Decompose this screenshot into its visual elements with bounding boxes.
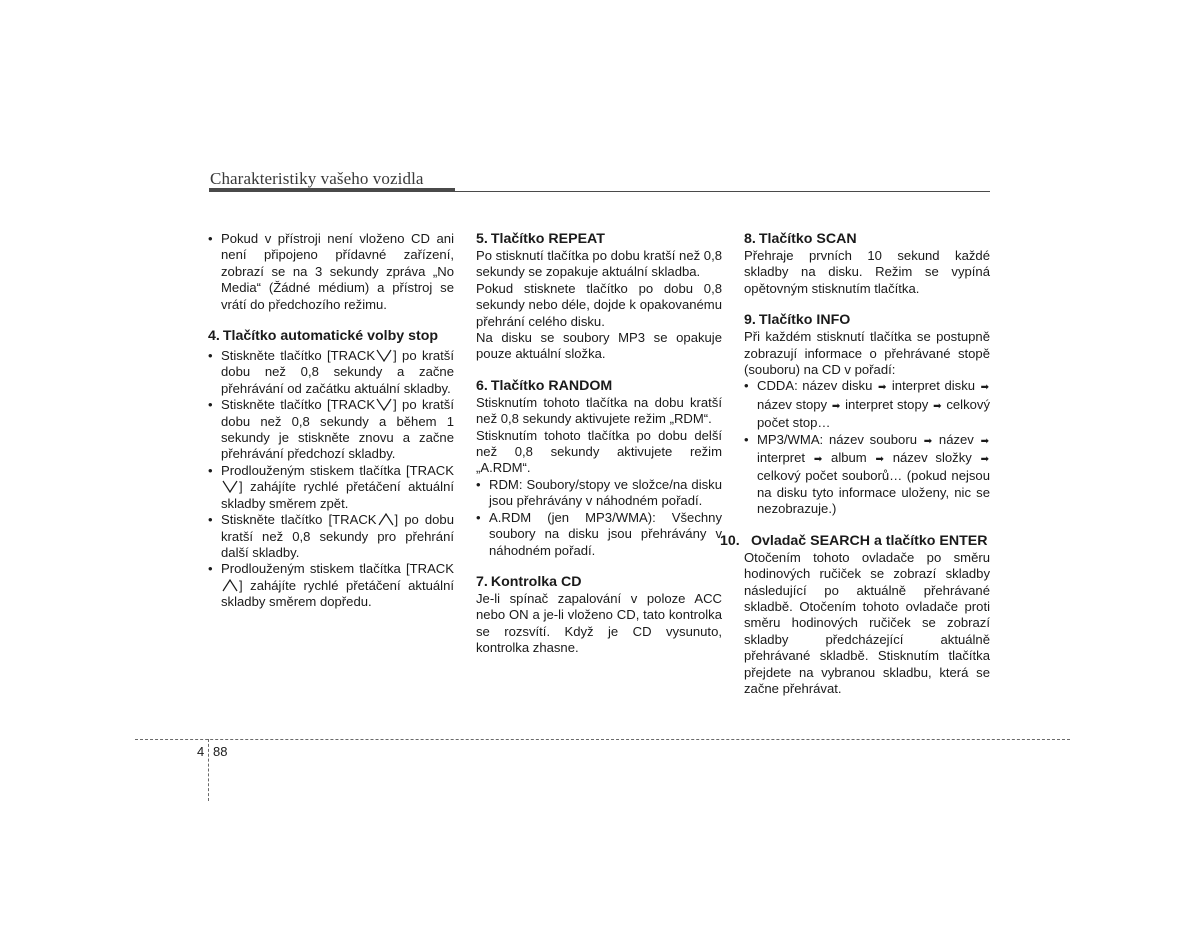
section-7-heading: 7. Kontrolka CD bbox=[476, 573, 582, 590]
paragraph: Na disku se soubory MP3 se opakuje pouze aktuální složka. bbox=[476, 330, 722, 362]
paragraph: Při každém stisknutí tlačítka se postupně zobrazují informace o přehrávané stopě (souboru) na CD v pořadí: bbox=[744, 329, 990, 378]
arrow-right-icon: ➡ bbox=[923, 435, 933, 447]
chapter-number: 4 bbox=[197, 744, 205, 759]
track-up-icon bbox=[222, 579, 238, 592]
track-up-icon bbox=[378, 513, 394, 526]
intro-bullet-list bbox=[208, 231, 454, 313]
list-item: • Stiskněte tlačítko [TRACK ] po kratší dobu než 0,8 sekundy a začne přehrávání od začátku aktuální skladby. bbox=[208, 348, 454, 397]
page-number: 88 bbox=[213, 744, 228, 759]
paragraph: Stisknutím tohoto tlačítka na dobu kratší než 0,8 sekundy aktivujete režim „RDM“. bbox=[476, 394, 722, 427]
section-4-heading: 4. Tlačítko automatické volby stop bbox=[208, 328, 439, 345]
list-item: • Prodlouženým stiskem tlačítka [TRACK] zahájíte rychlé přetáčení aktuální skladby směrem zpět. bbox=[208, 463, 454, 512]
section-10-heading: 10. Ovladač SEARCH a tlačítko ENTER bbox=[720, 532, 988, 549]
column-3 bbox=[720, 231, 991, 697]
footer-dashed-divider bbox=[208, 739, 209, 801]
list-item: • Stiskněte tlačítko [TRACK ] po dobu kratší než 0,8 sekundy pro přehrání další skladby. bbox=[208, 512, 454, 561]
paragraph: Je-li spínač zapalování v poloze ACC nebo ON a je-li vloženo CD, tato kontrolka se rozsvítí. Když je CD vysunuto, kontrolka zhasne. bbox=[476, 590, 722, 656]
arrow-right-icon: ➡ bbox=[933, 400, 942, 412]
paragraph: Přehraje prvních 10 sekund každé skladby na disku. Režim se vypíná opětovným stisknutím tlačítka. bbox=[744, 248, 990, 296]
track-down-icon bbox=[376, 349, 392, 362]
arrow-right-icon: ➡ bbox=[877, 382, 887, 394]
paragraph: Po stisknutí tlačítka po dobu kratší než 0,8 sekundy se zopakuje aktuální skladba. bbox=[476, 248, 723, 280]
section-6-list bbox=[476, 477, 722, 559]
paragraph: Stisknutím tohoto tlačítka po dobu delší než 0,8 sekundy aktivujete režim „A.RDM“. bbox=[476, 427, 722, 476]
arrow-right-icon: ➡ bbox=[980, 454, 989, 466]
section-9-heading: 9. Tlačítko INFO bbox=[744, 312, 851, 329]
track-down-icon bbox=[222, 480, 238, 493]
list-item: • CDDA: název disku ➡ interpret disku ➡ název stopy ➡ interpret stopy ➡ celkový počet stop… bbox=[744, 378, 990, 431]
footer-dashed-rule bbox=[135, 739, 1070, 740]
section-6-heading: 6. Tlačítko RANDOM bbox=[476, 377, 613, 394]
arrow-right-icon: ➡ bbox=[980, 382, 990, 394]
paragraph: Pokud stisknete tlačítko po dobu 0,8 sekundy nebo déle, dojde k opakovanému přehrání celého disku. bbox=[476, 280, 722, 329]
section-9-list bbox=[744, 378, 990, 517]
header-rule-thick bbox=[209, 188, 455, 192]
section-8-heading: 8. Tlačítko SCAN bbox=[744, 231, 857, 247]
track-down-icon bbox=[376, 398, 392, 411]
list-item: • Pokud v přístroji není vloženo CD ani není připojeno přídavné zařízení, zobrazí se na 3 sekundy zpráva „No Media“ (Žádné médium) a přístroj se vrátí do předchozího režimu. bbox=[208, 231, 454, 313]
arrow-right-icon: ➡ bbox=[875, 454, 884, 466]
arrow-right-icon: ➡ bbox=[813, 454, 823, 466]
list-item: • RDM: Soubory/stopy ve složce/na disku jsou přehrávány v náhodném pořadí. bbox=[476, 477, 722, 510]
list-item: • A.RDM (jen MP3/WMA): Všechny soubory na disku jsou přehrávány v náhodném pořadí. bbox=[476, 510, 722, 559]
paragraph: Otočením tohoto ovladače po směru hodinových ručiček se zobrazí skladby následující po aktuálně přehrávané skladbě. Otočením tohoto ovladače proti směru hodinových ručiček se zobrazí skladby předcházející aktuálně přehrávané skladbě. Stisknutím tlačítka přejdete na vybranou skladbu, která se začne přehrávat. bbox=[744, 549, 990, 696]
arrow-right-icon: ➡ bbox=[831, 400, 841, 412]
running-header: Charakteristiky vašeho vozidla bbox=[210, 169, 424, 188]
list-item: • Stiskněte tlačítko [TRACK ] po kratší dobu než 0,8 sekundy a během 1 sekundy je stiskněte znovu a začne přehrávání předchozí skladby. bbox=[208, 397, 454, 463]
header-rule-thin bbox=[455, 191, 990, 192]
section-4-list bbox=[208, 348, 454, 611]
column-2 bbox=[476, 231, 722, 657]
column-1 bbox=[208, 231, 454, 611]
list-item: • MP3/WMA: název souboru ➡ název ➡ interpret ➡ album ➡ název složky ➡ celkový počet souborů… (pokud nejsou na disku tyto informace uloženy, nic se nezobrazuje.) bbox=[744, 432, 990, 518]
list-item: • Prodlouženým stiskem tlačítka [TRACK] zahájíte rychlé přetáčení aktuální skladby směrem dopředu. bbox=[208, 561, 454, 610]
section-5-heading: 5. Tlačítko REPEAT bbox=[476, 231, 605, 247]
arrow-right-icon: ➡ bbox=[980, 435, 990, 447]
